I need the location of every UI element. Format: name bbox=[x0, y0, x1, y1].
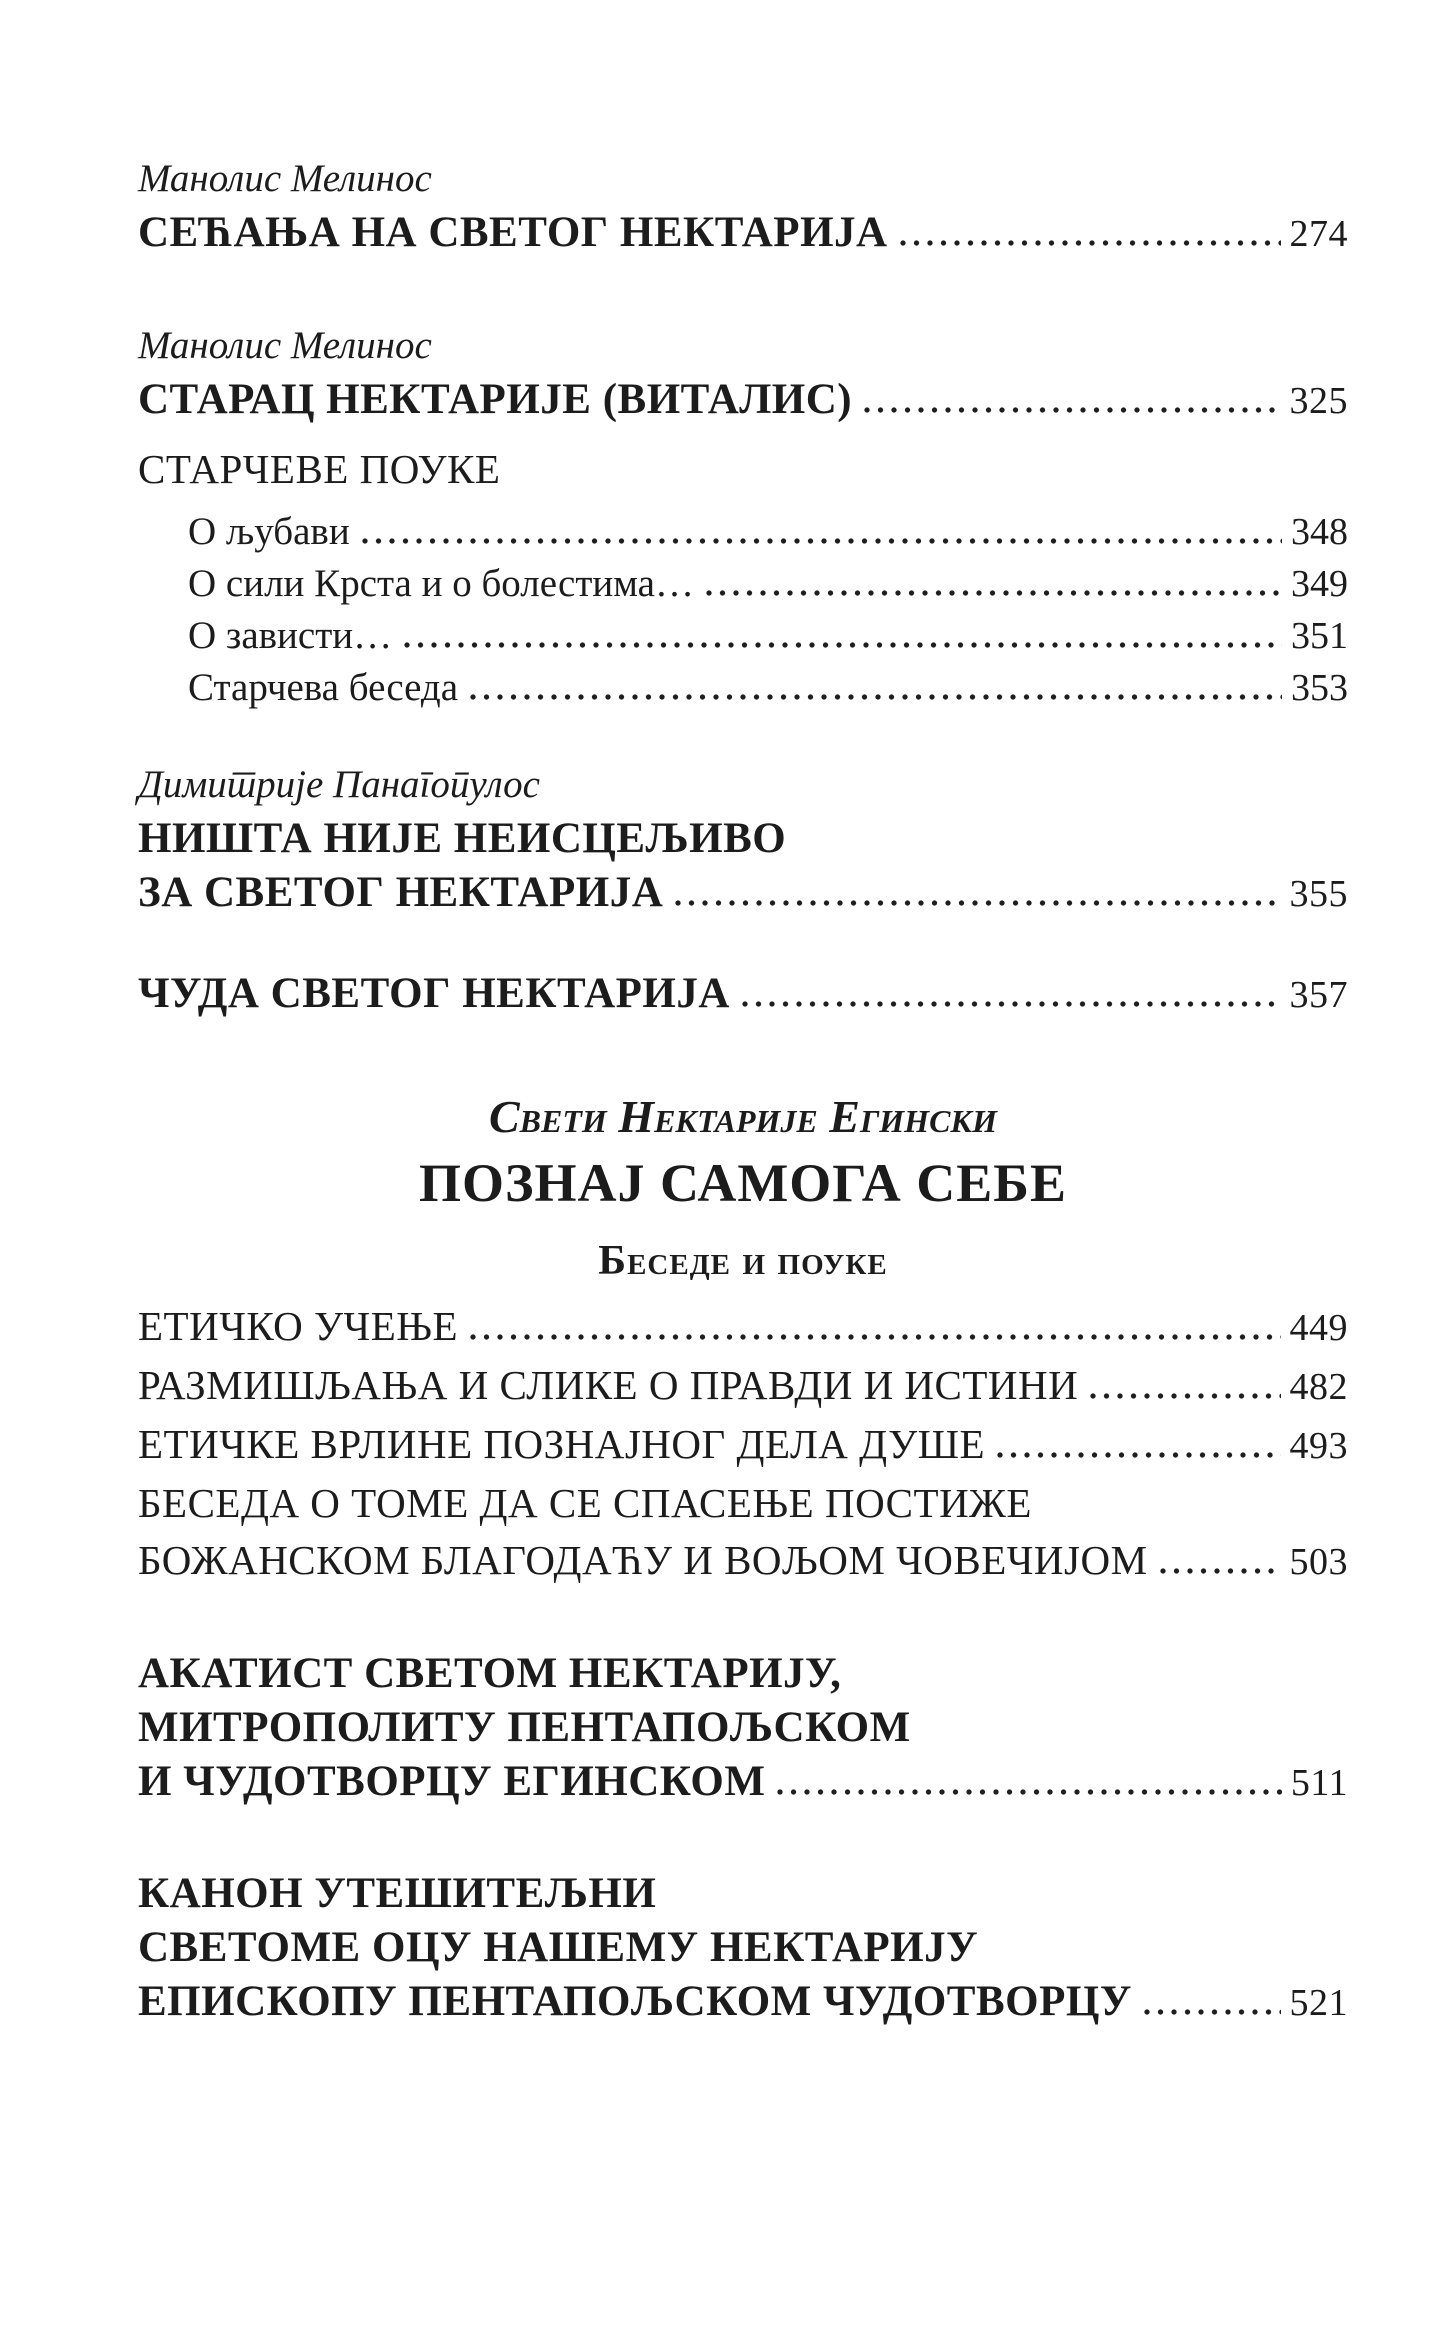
toc-entry bbox=[138, 812, 1348, 866]
entry-title: ЕПИСКОПУ ПЕНТАПОЉСКОМ ЧУДОТВОРЦУ bbox=[138, 1978, 1132, 2025]
sub-entry-label: О љубави bbox=[188, 510, 350, 553]
toc-entry bbox=[138, 1647, 1348, 1701]
page-number: 348 bbox=[1291, 511, 1348, 553]
toc-entry bbox=[138, 610, 1348, 662]
dot-leader bbox=[362, 538, 1282, 544]
entry-title: ЗА СВЕТОГ НЕКТАРИЈА bbox=[138, 869, 664, 916]
dot-leader bbox=[864, 407, 1280, 413]
toc-entry bbox=[138, 206, 1348, 261]
dot-leader bbox=[742, 1001, 1281, 1007]
toc-entry bbox=[138, 1298, 1348, 1357]
entry-title: МИТРОПОЛИТУ ПЕНТАПОЉСКОМ bbox=[138, 1704, 911, 1751]
dot-leader bbox=[900, 240, 1281, 246]
author-name: Манолис Мелинос bbox=[138, 324, 432, 367]
page-number: 274 bbox=[1289, 213, 1348, 255]
page-number: 482 bbox=[1289, 1366, 1348, 1408]
toc-entry bbox=[138, 1416, 1348, 1475]
page-number: 503 bbox=[1289, 1541, 1348, 1583]
toc-entry bbox=[138, 758, 1348, 812]
page-number: 449 bbox=[1289, 1307, 1348, 1349]
toc-entry bbox=[138, 967, 1348, 1022]
toc-entry bbox=[138, 442, 1348, 496]
page-number: 349 bbox=[1291, 563, 1348, 605]
dot-leader bbox=[777, 1789, 1281, 1795]
sub-entry-label: Старчева беседа bbox=[188, 666, 459, 709]
dot-leader bbox=[470, 694, 1282, 700]
dot-leader bbox=[1090, 1393, 1280, 1399]
caps-entry-label: ЕТИЧКО УЧЕЊЕ bbox=[138, 1303, 459, 1349]
toc-entry bbox=[138, 1867, 1348, 1921]
toc-entry bbox=[138, 1921, 1348, 1975]
book-title-heading: ПОЗНАЈ САМОГА СЕБЕ bbox=[419, 1153, 1067, 1213]
toc-entry bbox=[138, 373, 1348, 428]
toc-entry bbox=[138, 319, 1348, 373]
entry-title: И ЧУДОТВОРЦУ ЕГИНСКОМ bbox=[138, 1758, 766, 1805]
toc-entry bbox=[138, 1755, 1348, 1810]
caps-entry-label: БОЖАНСКОМ БЛАГОДАЋУ И ВОЉОМ ЧОВЕЧИЈОМ bbox=[138, 1537, 1148, 1583]
dot-leader bbox=[997, 1452, 1280, 1458]
entry-title: СЕЋАЊА НА СВЕТОГ НЕКТАРИЈА bbox=[138, 209, 888, 256]
caps-entry-label: РАЗМИШЉАЊА И СЛИКЕ О ПРАВДИ И ИСТИНИ bbox=[138, 1362, 1079, 1408]
author-name: Манолис Мелинос bbox=[138, 157, 432, 200]
dot-leader bbox=[470, 1334, 1280, 1340]
toc-entry bbox=[138, 1357, 1348, 1416]
toc-entry bbox=[138, 1532, 1348, 1591]
page-number: 357 bbox=[1289, 974, 1348, 1016]
page-number: 511 bbox=[1290, 1762, 1348, 1804]
toc-entry bbox=[138, 152, 1348, 206]
toc-entry bbox=[138, 662, 1348, 714]
toc-entry bbox=[138, 1701, 1348, 1755]
page-number: 521 bbox=[1289, 1982, 1348, 2024]
entry-title: ЧУДА СВЕТОГ НЕКТАРИЈА bbox=[138, 970, 730, 1017]
toc-entry bbox=[138, 558, 1348, 610]
toc-entry bbox=[138, 1975, 1348, 2030]
toc-entry bbox=[138, 866, 1348, 921]
entry-title: АКАТИСТ СВЕТОМ НЕКТАРИЈУ, bbox=[138, 1650, 842, 1697]
dot-leader bbox=[706, 590, 1282, 596]
page-number: 355 bbox=[1289, 873, 1348, 915]
toc-entry bbox=[138, 506, 1348, 558]
sub-entry-label: О сили Крста и о болестима… bbox=[188, 562, 694, 605]
heading-author: Свети Нектарије Егински bbox=[488, 1091, 998, 1142]
entry-title: НИШТА НИЈЕ НЕИСЦЕЉИВО bbox=[138, 815, 787, 862]
book-subtitle-heading: Беседе и поуке bbox=[598, 1238, 888, 1284]
dot-leader bbox=[675, 900, 1280, 906]
sub-entry-label: О зависти… bbox=[188, 614, 393, 657]
dot-leader bbox=[404, 642, 1282, 648]
dot-leader bbox=[1160, 1568, 1281, 1574]
dot-leader bbox=[1144, 2009, 1281, 2015]
section-subheading: СТАРЧЕВЕ ПОУКЕ bbox=[138, 446, 501, 492]
page-number: 493 bbox=[1289, 1425, 1348, 1467]
caps-entry-label: БЕСЕДА О ТОМЕ ДА СЕ СПАСЕЊЕ ПОСТИЖЕ bbox=[138, 1480, 1032, 1526]
entry-title: СТАРАЦ НЕКТАРИЈЕ (ВИТАЛИС) bbox=[138, 376, 853, 423]
page-number: 325 bbox=[1289, 380, 1348, 422]
page-number: 351 bbox=[1291, 615, 1348, 657]
page-number: 353 bbox=[1291, 667, 1348, 709]
toc-entry bbox=[138, 1475, 1348, 1532]
caps-entry-label: ЕТИЧКЕ ВРЛИНЕ ПОЗНАЈНОГ ДЕЛА ДУШЕ bbox=[138, 1421, 986, 1467]
entry-title: СВЕТОМЕ ОЦУ НАШЕМУ НЕКТАРИЈУ bbox=[138, 1924, 979, 1971]
entry-title: КАНОН УТЕШИТЕЉНИ bbox=[138, 1870, 657, 1917]
author-name: Димитрије Панагопулос bbox=[138, 763, 540, 806]
